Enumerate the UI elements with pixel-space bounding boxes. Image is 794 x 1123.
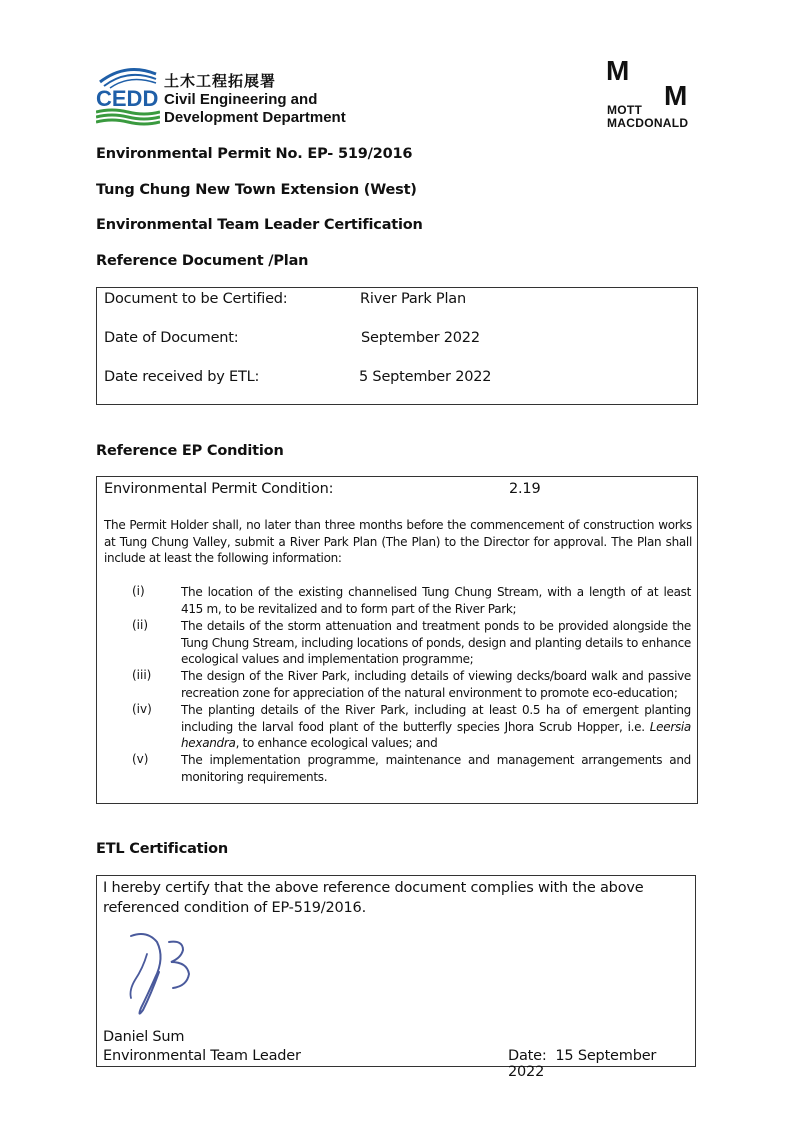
document-certified-label: Document to be Certified:: [104, 291, 288, 307]
signatory-name: Daniel Sum: [103, 1029, 185, 1045]
signatory-title: Environmental Team Leader: [103, 1048, 301, 1064]
cedd-logo: [96, 60, 366, 130]
date-label: Date:: [508, 1048, 547, 1064]
cedd-acronym: CEDD: [96, 86, 159, 111]
certification-heading: Environmental Team Leader Certification: [96, 217, 423, 233]
etl-certification-heading: ETL Certification: [96, 841, 229, 857]
document-certified-value: River Park Plan: [360, 291, 466, 307]
permit-number-heading: Environmental Permit No. EP- 519/2016: [96, 146, 413, 162]
condition-item-number: (i): [132, 584, 145, 598]
ep-condition-value: 2.19: [509, 481, 541, 497]
cedd-emblem-icon: [96, 60, 160, 126]
mott-logo-mark-left: M: [606, 55, 630, 86]
cedd-chinese-name: 土木工程拓展署: [164, 72, 277, 90]
mott-logo-line2: MACDONALD: [607, 116, 689, 130]
date-received-value: 5 September 2022: [359, 369, 492, 385]
document-date-value: September 2022: [361, 330, 480, 346]
mott-logo-mark-right: M: [664, 80, 688, 111]
condition-item-number: (v): [132, 752, 149, 766]
mott-logo-line1: MOTT: [607, 103, 643, 117]
cedd-english-name-line2: Development Department: [164, 109, 346, 126]
date-received-label: Date received by ETL:: [104, 369, 260, 385]
condition-item-text-part: The planting details of the River Park, including at least 0.5 ha of emergent planting including the larval food plant of the butterfly species Jhora Scrub Hopper, i.e.: [181, 703, 691, 734]
condition-item-text: The design of the River Park, including details of viewing decks/board walk and passive recreation zone for appreciation of the natural environment to promote eco-education;: [181, 669, 691, 700]
species-name: Leersia hexandra: [181, 719, 691, 750]
condition-item-text: The location of the existing channelised Tung Chung Stream, with a length of at least 415 m, to be revitalized and to form part of the River Park;: [181, 585, 691, 616]
condition-paragraph: The Permit Holder shall, no later than three months before the commencement of construction works at Tung Chung Valley, submit a River Park Plan (The Plan) to the Director for approval. The Plan shall include at least the following information:: [104, 518, 692, 565]
signature-image: [117, 928, 207, 1024]
mott-macdonald-logo: [606, 55, 706, 135]
etl-certification-box: [96, 875, 696, 1080]
condition-item-text: The details of the storm attenuation and treatment ponds to be provided alongside the Tung Chung Stream, including locations of ponds, design and planting details to enhance ecological values and implementation programme;: [181, 619, 691, 666]
condition-item-number: (ii): [132, 618, 149, 632]
certification-statement: I hereby certify that the above reference document complies with the above referenced condition of EP-519/2016.: [103, 880, 644, 916]
reference-document-box: [96, 287, 698, 405]
condition-item-text: [181, 702, 691, 752]
condition-item-number: (iii): [132, 668, 152, 682]
condition-item-text: The implementation programme, maintenance and management arrangements and monitoring requirements.: [181, 753, 691, 784]
condition-item-number: (iv): [132, 702, 152, 716]
reference-document-heading: Reference Document /Plan: [96, 253, 309, 269]
cedd-english-name-line1: Civil Engineering and: [164, 91, 318, 108]
document-date-label: Date of Document:: [104, 330, 239, 346]
project-heading: Tung Chung New Town Extension (West): [96, 182, 417, 198]
ep-condition-heading: Reference EP Condition: [96, 443, 284, 459]
ep-condition-box: [96, 476, 698, 804]
ep-condition-label: Environmental Permit Condition:: [104, 481, 334, 497]
date-value: 15 September 2022: [508, 1048, 657, 1080]
signature-date: [508, 1048, 695, 1080]
condition-item-text-part: , to enhance ecological values; and: [235, 736, 438, 750]
